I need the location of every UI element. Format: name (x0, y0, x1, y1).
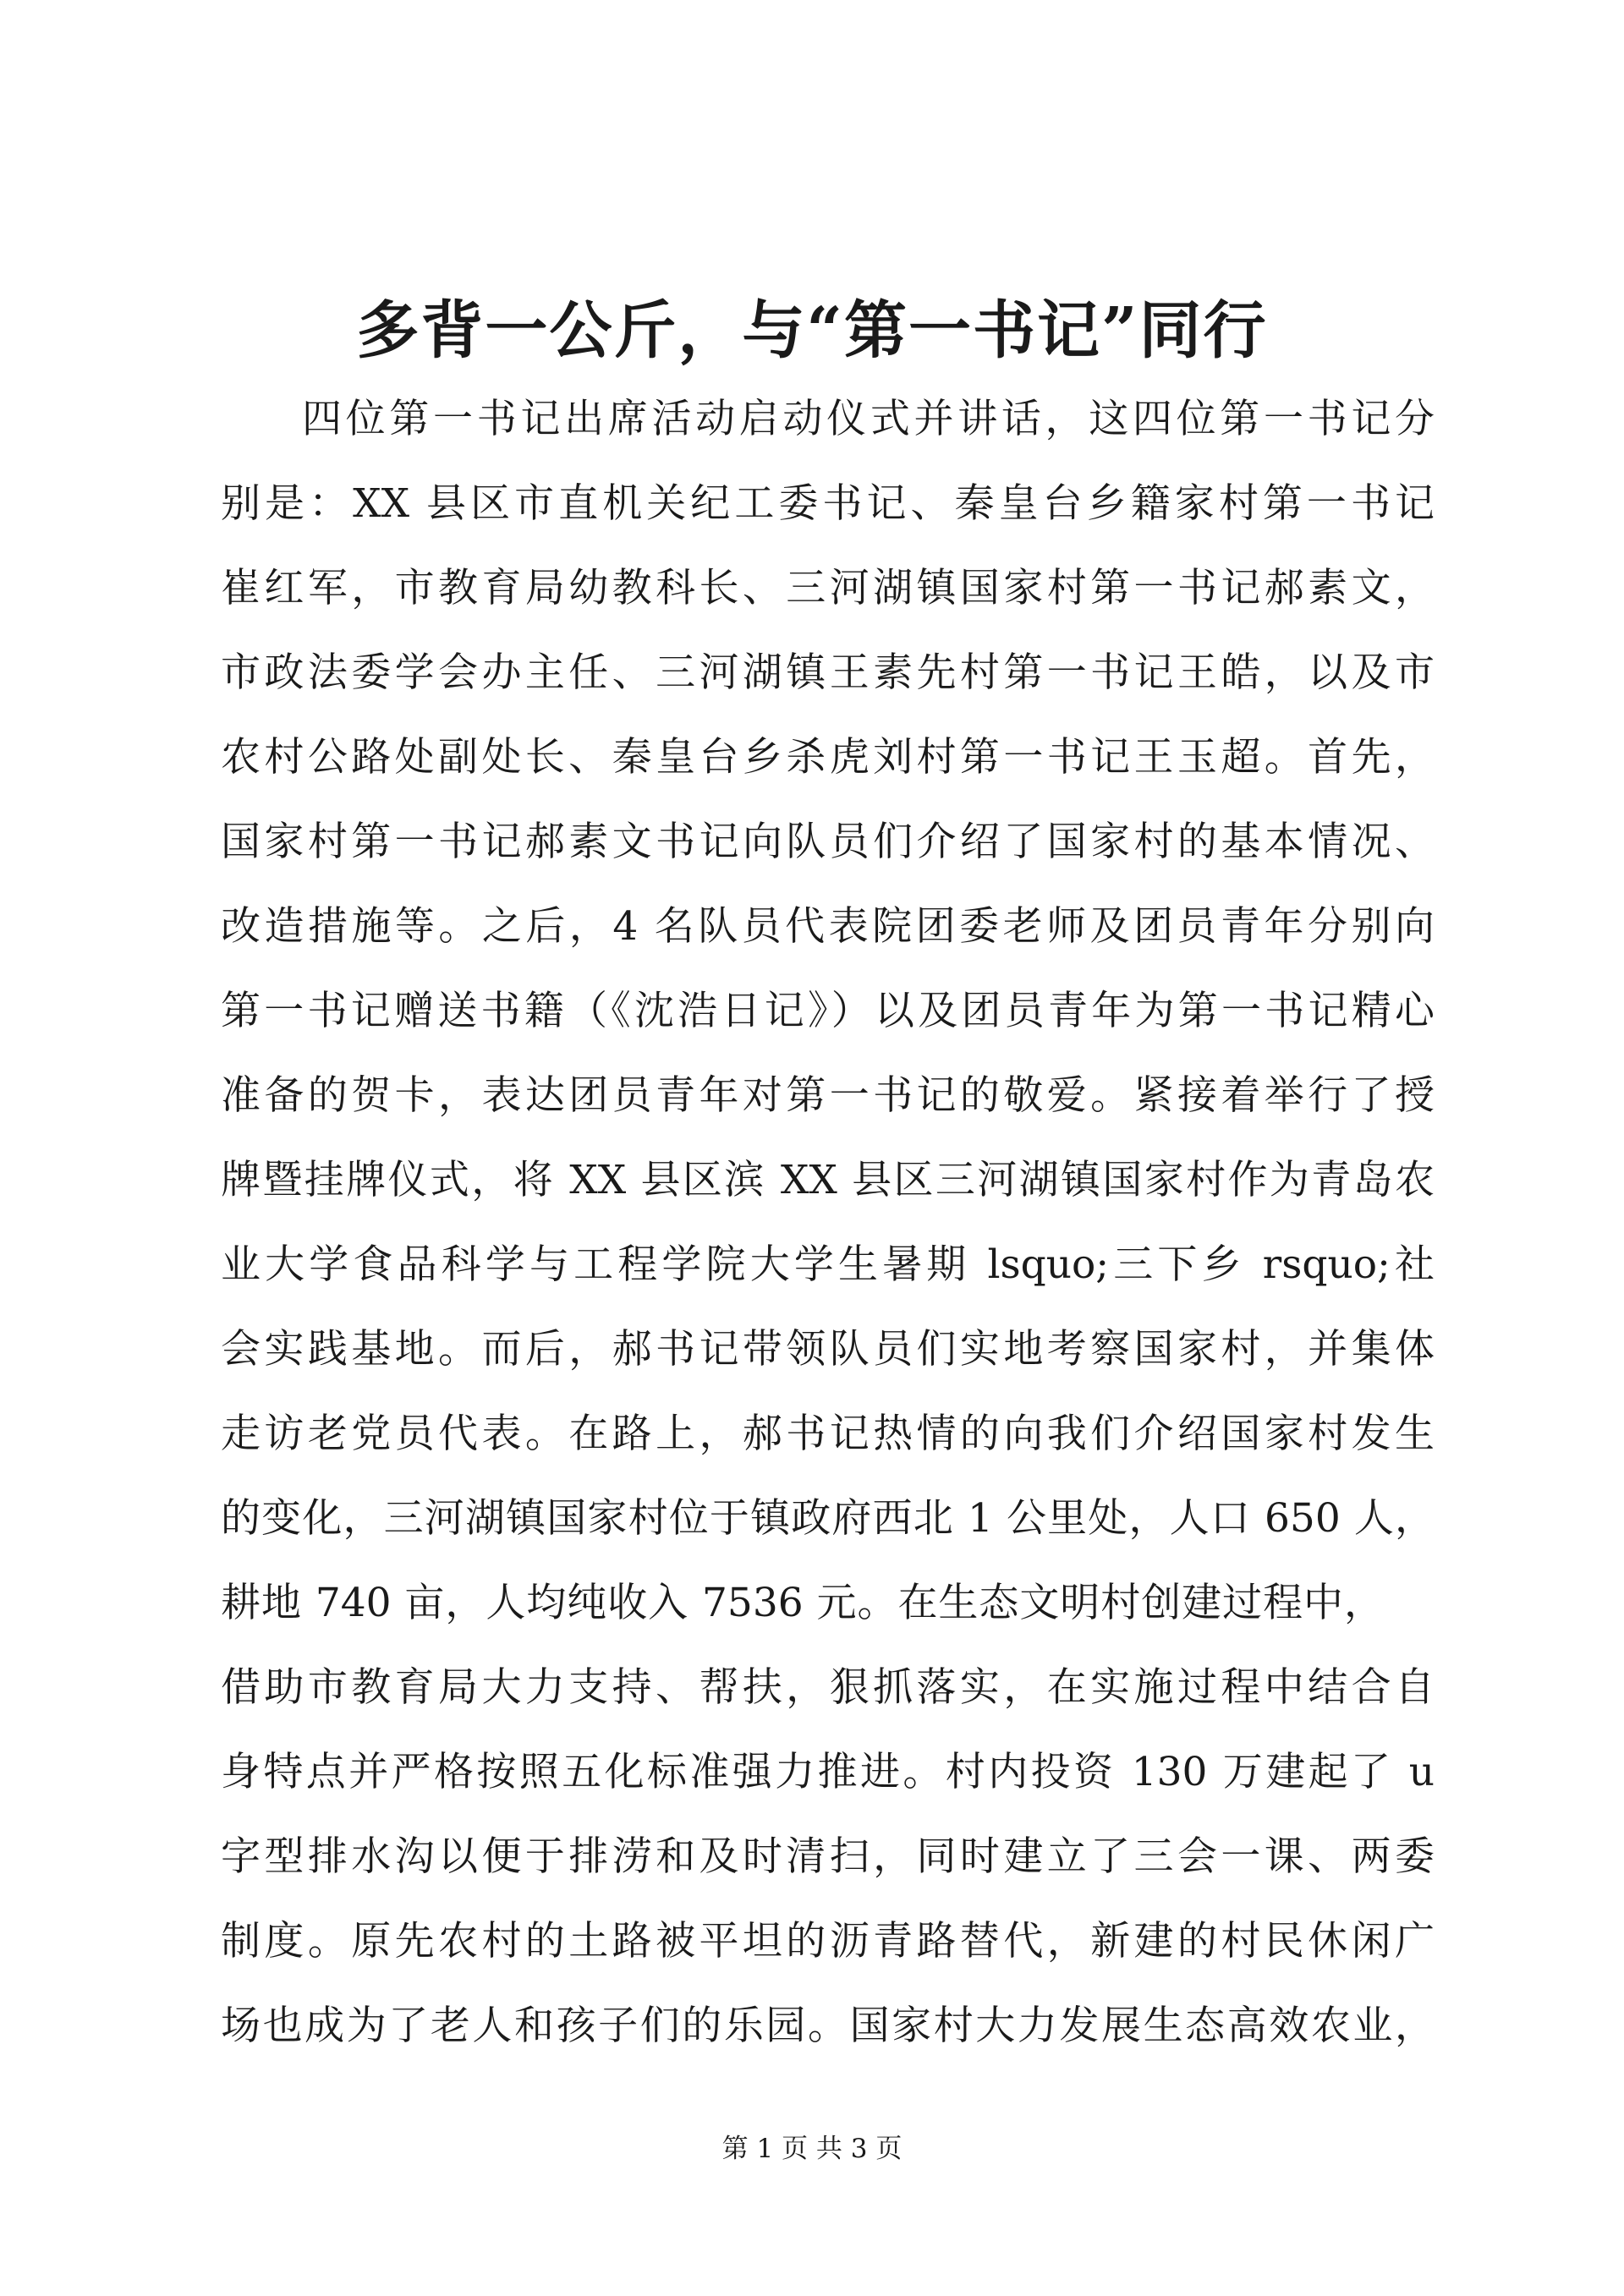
document-title: 多背一公斤，与“第一书记”同行 (356, 294, 1268, 367)
body-line: 制度。原先农村的土路被平坦的沥青路替代，新建的村民休闲广 (221, 1918, 1435, 1964)
page-number-footer: 第 1 页 共 3 页 (721, 2134, 903, 2164)
body-line: 别是：XX 县区市直机关纪工委书记、秦皇台乡籍家村第一书记 (221, 480, 1435, 527)
body-line: 会实践基地。而后，郝书记带领队员们实地考察国家村，并集体 (221, 1326, 1435, 1373)
body-line: 农村公路处副处长、秦皇台乡杀虎刘村第一书记王玉超。首先， (221, 734, 1435, 781)
body-line: 的变化，三河湖镇国家村位于镇政府西北 1 公里处，人口 650 人， (221, 1495, 1435, 1542)
body-line: 业大学食品科学与工程学院大学生暑期 lsquo;三下乡 rsquo;社 (221, 1241, 1435, 1288)
body-line: 身特点并严格按照五化标准强力推进。村内投资 130 万建起了 u (221, 1749, 1435, 1795)
body-line: 改造措施等。之后，4 名队员代表院团委老师及团员青年分别向 (221, 903, 1435, 950)
body-line: 第一书记赠送书籍（《沈浩日记》）以及团员青年为第一书记精心 (221, 988, 1435, 1034)
body-line: 耕地 740 亩，人均纯收入 7536 元。在生态文明村创建过程中， (221, 1580, 1384, 1626)
body-line: 崔红军，市教育局幼教科长、三河湖镇国家村第一书记郝素文， (221, 565, 1435, 611)
body-line: 准备的贺卡，表达团员青年对第一书记的敬爱。紧接着举行了授 (221, 1072, 1435, 1119)
body-line: 四位第一书记出席活动启动仪式并讲话，这四位第一书记分 (302, 396, 1435, 442)
body-line: 借助市教育局大力支持、帮扶，狠抓落实，在实施过程中结合自 (221, 1664, 1435, 1711)
body-line: 场也成为了老人和孩子们的乐园。国家村大力发展生态高效农业， (221, 2003, 1435, 2049)
body-line: 国家村第一书记郝素文书记向队员们介绍了国家村的基本情况、 (221, 819, 1435, 865)
body-line: 市政法委学会办主任、三河湖镇王素先村第一书记王皓，以及市 (221, 649, 1435, 696)
document-body (221, 377, 1435, 2069)
body-line: 牌暨挂牌仪式，将 XX 县区滨 XX 县区三河湖镇国家村作为青岛农 (221, 1157, 1435, 1203)
body-line: 字型排水沟以便于排涝和及时清扫，同时建立了三会一课、两委 (221, 1833, 1435, 1880)
body-line: 走访老党员代表。在路上，郝书记热情的向我们介绍国家村发生 (221, 1411, 1435, 1457)
